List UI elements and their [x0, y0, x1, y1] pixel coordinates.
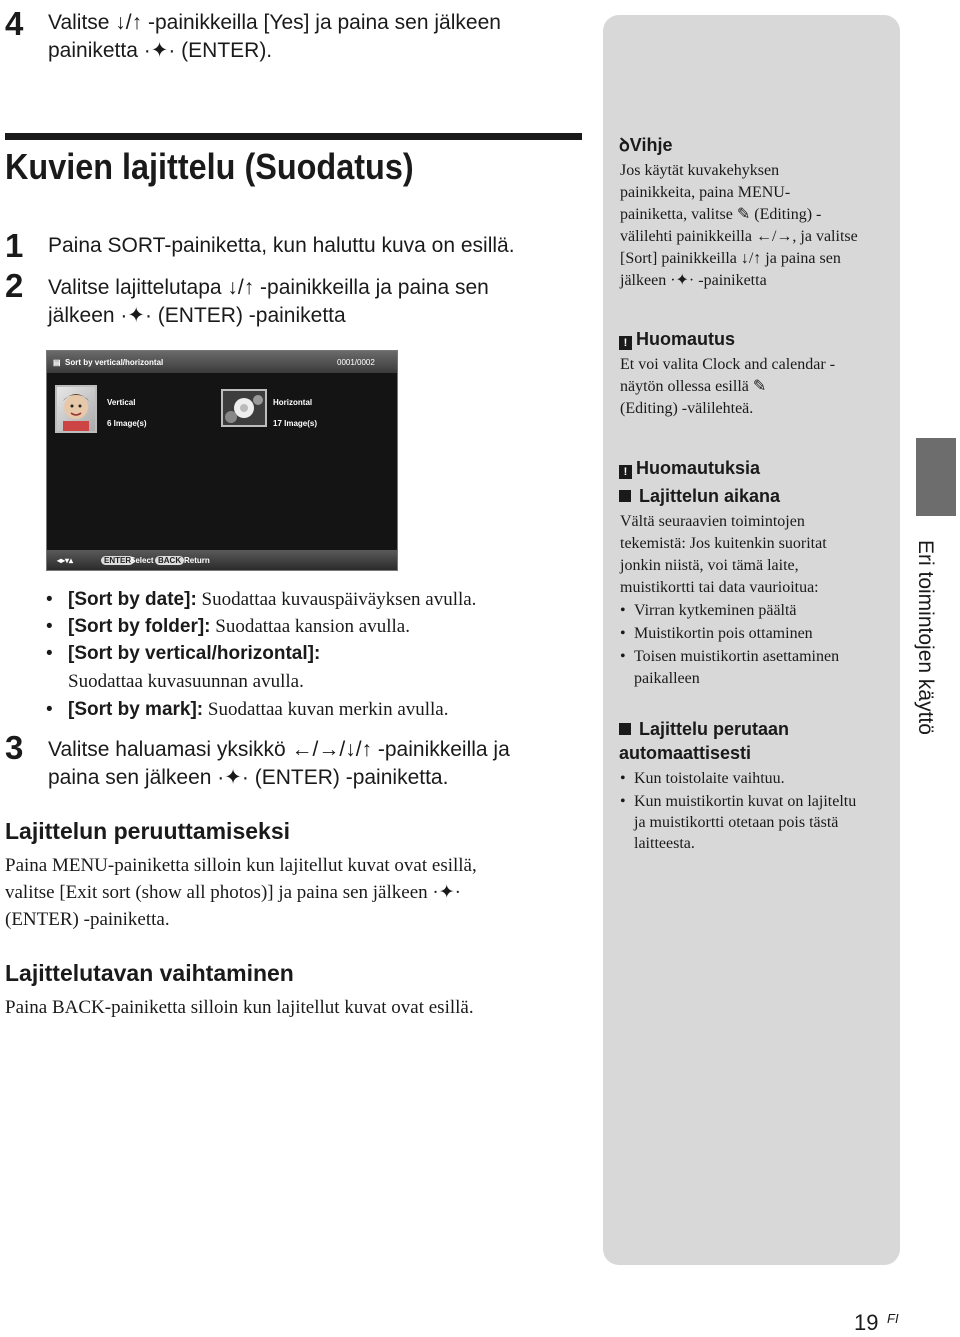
change-title: Lajittelutavan vaihtaminen [5, 960, 294, 986]
hint-line-6: jälkeen ·✦· -painiketta [620, 272, 767, 289]
bullet-sort-by-folder: • [Sort by folder]: Suodattaa kansion avulla. [46, 616, 410, 637]
during-sort-heading: Lajittelun aikana [619, 485, 780, 507]
list-item-continuation: paikalleen [634, 670, 700, 687]
step-3-line-2: paina sen jälkeen ·✦· (ENTER) -painiketta. [48, 766, 449, 789]
auto-cancel-heading-2: automaattisesti [619, 743, 752, 763]
auto-cancel-list [620, 768, 856, 813]
section-title: Kuvien lajittelu (Suodatus) [5, 146, 414, 187]
thumbnail-horizontal [221, 389, 267, 427]
step-2-number: 2 [5, 267, 24, 304]
child-photo-icon [57, 387, 95, 431]
list-item: • Kun toistolaite vaihtuu. [620, 768, 856, 790]
screen-item-1-label: Vertical [107, 398, 136, 407]
screen-footer-bar [47, 550, 397, 570]
hint-line-2: painikkeita, paina MENU- [620, 184, 791, 201]
screen-enter-key: ENTER [101, 556, 134, 565]
step-2-line-2: jälkeen ·✦· (ENTER) -painiketta [48, 304, 346, 327]
list-item: • Virran kytkeminen päältä [620, 600, 839, 622]
screen-back-key: BACK [155, 556, 184, 565]
bullet-sort-by-date: • [Sort by date]: Suodattaa kuvauspäiväyksen avulla. [46, 589, 477, 610]
page-number: 19 [854, 1310, 879, 1335]
list-item-continuation: laitteesta. [634, 835, 695, 852]
step-3-line-1: Valitse haluamasi yksikkö ←/→/↓/↑ -painikkeilla ja [48, 738, 510, 761]
during-list [620, 600, 839, 668]
during-line-2: tekemistä: Jos kuitenkin suoritat [620, 535, 827, 552]
step-4-line-2: painiketta ·✦· (ENTER). [48, 39, 273, 62]
thumbnail-vertical [55, 385, 97, 433]
screen-sort-icon: ▤ [53, 358, 61, 367]
hint-line-5: [Sort] painikkeilla ↓/↑ ja paina sen [620, 250, 841, 267]
change-text: Paina BACK-painiketta silloin kun lajitellut kuvat ovat esillä. [5, 997, 474, 1018]
during-line-4: muistikortti tai data vaurioitua: [620, 579, 819, 596]
screen-item-2-count: 17 Image(s) [273, 419, 318, 428]
cancel-title: Lajittelun peruuttamiseksi [5, 818, 291, 844]
step-1-number: 1 [5, 227, 24, 264]
hint-line-4: välilehti painikkeilla ←/→, ja valitse [620, 228, 858, 245]
screen-return-label: Return [184, 556, 210, 565]
step-4-number: 4 [5, 5, 24, 42]
warning-icon: ! [619, 336, 632, 350]
step-4-line-1: Valitse ↓/↑ -painikkeilla [Yes] ja paina sen jälkeen [48, 11, 501, 34]
note-line-3: (Editing) -välilehteä. [620, 400, 754, 417]
note-line-2: näytön ollessa esillä ✎ [620, 378, 767, 395]
square-bullet-icon [619, 723, 631, 735]
bullet-sort-by-orientation-desc: Suodattaa kuvasuunnan avulla. [68, 671, 304, 692]
bullet-sort-by-mark: • [Sort by mark]: Suodattaa kuvan merkin avulla. [46, 699, 449, 720]
step-1-text: Paina SORT-painiketta, kun haluttu kuva on esillä. [48, 234, 515, 257]
notes-heading: ! Huomautuksia [619, 457, 760, 479]
square-bullet-icon [619, 490, 631, 502]
list-item: • Toisen muistikortin asettaminen [620, 646, 839, 668]
lightbulb-icon: ꝺ [619, 135, 630, 155]
flower-photo-icon [223, 391, 265, 425]
cancel-line-2: valitse [Exit sort (show all photos)] ja paina sen jälkeen ·✦· [5, 882, 461, 903]
list-item-continuation: ja muistikortti otetaan pois tästä [634, 814, 839, 831]
screen-select-label: Select [130, 556, 154, 565]
section-rule [5, 133, 582, 140]
auto-cancel-heading-1: Lajittelu perutaan [619, 718, 789, 740]
during-line-1: Vältä seuraavien toimintojen [620, 513, 805, 530]
chapter-tab-marker [916, 438, 956, 516]
list-item: • Kun muistikortin kuvat on lajiteltu [620, 791, 856, 813]
page-language: FI [887, 1311, 899, 1326]
hint-heading: ꝺVihje [619, 135, 673, 155]
step-2-line-1: Valitse lajittelutapa ↓/↑ -painikkeilla ja paina sen [48, 276, 489, 299]
bullet-sort-by-orientation: • [Sort by vertical/horizontal]: [46, 643, 321, 664]
cancel-line-1: Paina MENU-painiketta silloin kun lajitellut kuvat ovat esillä, [5, 855, 477, 876]
hint-line-1: Jos käytät kuvakehyksen [620, 162, 780, 179]
screen-nav-arrows-icon: ◂▸▾▴ [57, 556, 74, 565]
tips-sidebar [603, 15, 900, 1265]
screen-item-2-label: Horizontal [273, 398, 313, 407]
screen-counter: 0001/0002 [337, 358, 375, 367]
list-item: • Muistikortin pois ottaminen [620, 623, 839, 645]
during-line-3: jonkin niistä, voi tämä laite, [620, 557, 799, 574]
step-3-number: 3 [5, 729, 24, 766]
chapter-tab-label: Eri toimintojen käyttö [914, 540, 937, 735]
screen-header-title: Sort by vertical/horizontal [65, 358, 164, 367]
warning-icon: ! [619, 465, 632, 479]
note-heading: ! Huomautus [619, 328, 735, 350]
device-screen-image [46, 350, 398, 571]
cancel-line-3: (ENTER) -painiketta. [5, 909, 170, 930]
hint-line-3: painiketta, valitse ✎ (Editing) - [620, 206, 822, 223]
note-line-1: Et voi valita Clock and calendar - [620, 356, 836, 373]
screen-item-1-count: 6 Image(s) [107, 419, 147, 428]
